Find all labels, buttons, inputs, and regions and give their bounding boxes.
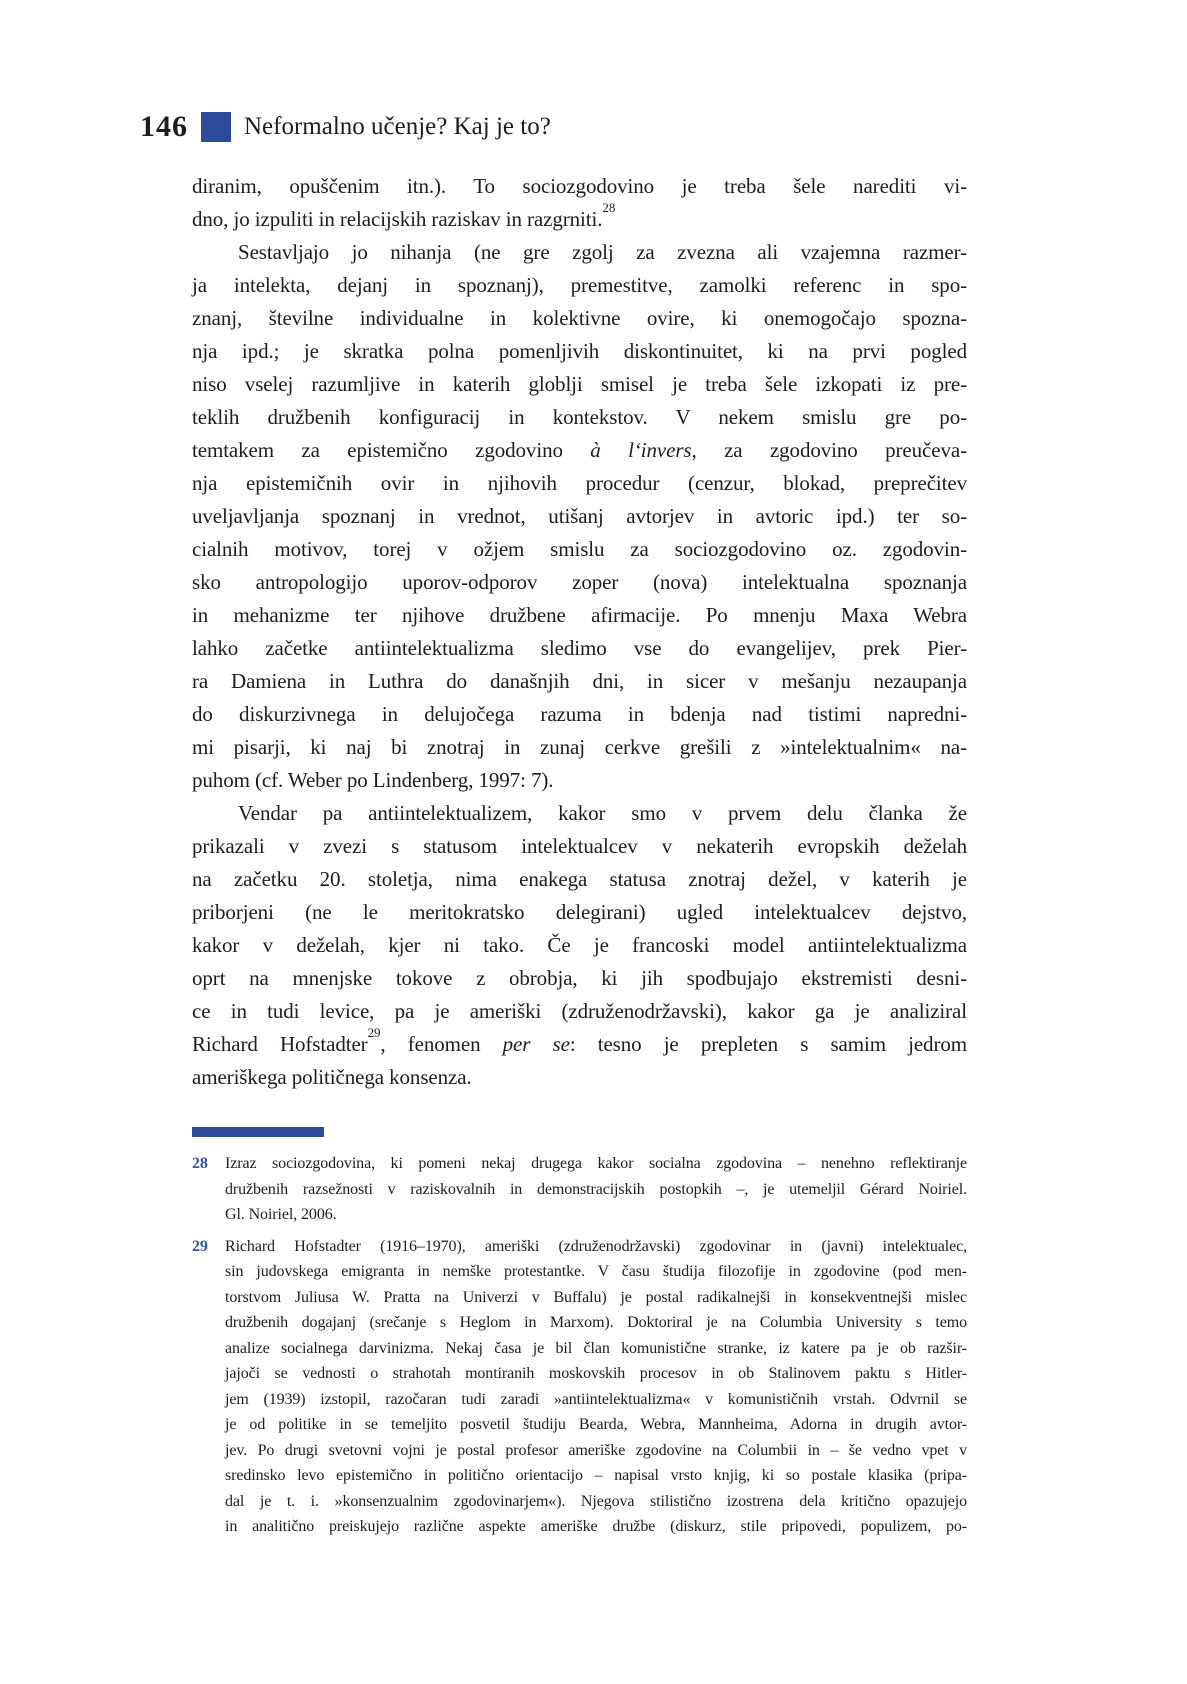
text-line: ce in tudi levice, pa je ameriški (združenodržavski), kakor ga je analiziral — [192, 999, 967, 1023]
text-line: ra Damiena in Luthra do današnjih dni, in sicer v mešanju nezaupanja — [192, 669, 967, 693]
text-line: dno, jo izpuliti in relacijskih raziskav in razgrniti.$^{28}$ — [192, 200, 616, 231]
text-line: cialnih motivov, torej v ožjem smislu za sociozgodovino oz. zgodovin- — [192, 537, 967, 561]
running-title: Neformalno učenje? Kaj je to? — [244, 113, 551, 140]
chapter-marker-square — [201, 112, 231, 142]
footnote-line: jajoči se vednosti o strahotah montiranih moskovskih procesov in ob Stalinovem paktu s Hitler- — [225, 1365, 967, 1382]
text-line: ja intelekta, dejanj in spoznanj), premestitve, zamolki referenc in spo- — [192, 273, 967, 297]
footnote-line: analize socialnega darvinizma. Nekaj časa je bil član komunistične stranke, iz katere pa je ob razšir- — [225, 1339, 967, 1357]
footnote-line: torstvom Juliusa W. Pratta na Univerzi v Buffalu) je postal radikalnejši in konsekventnejši mislec — [225, 1288, 967, 1306]
text-line: Richard Hofstadter$^{29}$, fenomen per se: tesno je prepleten s samim jedrom — [192, 1025, 967, 1056]
footnote — [192, 1151, 967, 1228]
text-line: lahko začetke antiintelektualizma sledimo vse do evangelijev, prek Pier- — [192, 636, 967, 660]
text-line: mi pisarji, ki naj bi znotraj in zunaj cerkve grešili z »intelektualnim« na- — [192, 735, 967, 759]
page-number: 146 — [140, 110, 188, 143]
footnote-number: 28 — [192, 1155, 208, 1172]
text-line: Vendar pa antiintelektualizem, kakor smo v prvem delu članka že — [238, 801, 967, 825]
footnote-line: jev. Po drugi svetovni vojni je postal profesor ameriške zgodovine na Columbii in – še vedno vpet v — [225, 1441, 967, 1459]
footnote-line: je od politike in se temeljito posvetil študiju Bearda, Webra, Mannheima, Adorna in drugih avtor- — [225, 1416, 967, 1433]
footnote-text — [225, 1151, 967, 1228]
text-line: nja epistemičnih ovir in njihovih procedur (cenzur, blokad, preprečitev — [192, 471, 967, 495]
text-line: niso vselej razumljive in katerih globlji smisel je treba šele izkopati iz pre- — [192, 372, 967, 396]
text-line: uveljavljanja spoznanj in vrednot, utišanj avtorjev in avtoric ipd.) ter so- — [192, 504, 967, 528]
footnote-line: sin judovskega emigranta in nemške protestantke. V času študija filozofije in zgodovine (pod men- — [225, 1263, 967, 1280]
footnote-line: družbenih razsežnosti v raziskovalnih in demonstracijskih postopkih –, je utemeljil Gérard Noiriel. — [225, 1180, 967, 1198]
footnote-line: sredinsko levo epistemično in politično orientacijo – napisal vrsto knjig, ki so postale klasika (pripa- — [225, 1467, 967, 1484]
text-line: teklih družbenih konfiguracij in kontekstov. V nekem smislu gre po- — [192, 405, 967, 429]
paragraph — [192, 797, 967, 1094]
text-line: ameriškega političnega konsenza. — [192, 1065, 472, 1089]
footnote-text — [225, 1234, 967, 1540]
text-line: znanj, številne individualne in kolektivne ovire, ki onemogočajo spozna- — [192, 306, 967, 330]
text-line: diranim, opuščenim itn.). To sociozgodovino je treba šele narediti vi- — [192, 174, 967, 198]
text-line: nja ipd.; je skratka polna pomenljivih diskontinuitet, ki na prvi pogled — [192, 339, 967, 363]
text-line: do diskurzivnega in delujočega razuma in bdenja nad tistimi napredni- — [192, 702, 967, 726]
footnote-line: Gl. Noiriel, 2006. — [225, 1206, 337, 1223]
paragraph — [192, 236, 967, 797]
text-line: Sestavljajo jo nihanja (ne gre zgolj za zvezna ali vzajemna razmer- — [238, 240, 967, 264]
text-line: priborjeni (ne le meritokratsko delegirani) ugled intelektualcev dejstvo, — [192, 900, 967, 924]
text-line: oprt na mnenjske tokove z obrobja, ki jih spodbujajo ekstremisti desni- — [192, 966, 967, 990]
footnote-reference: 29 — [367, 1025, 381, 1041]
footnote-line: družbenih dogajanj (srečanje s Heglom in Marxom). Doktoriral je na Columbia University s temo — [225, 1314, 967, 1331]
footnote-line: Richard Hofstadter (1916–1970), ameriški (združenodržavski) zgodovinar in (javni) intelektualec, — [225, 1237, 967, 1255]
text-line: in mehanizme ter njihove družbene afirmacije. Po mnenju Maxa Webra — [192, 603, 967, 627]
text-line: puhom (cf. Weber po Lindenberg, 1997: 7). — [192, 768, 554, 792]
text-line: sko antropologijo uporov-odporov zoper (nova) intelektualna spoznanja — [192, 570, 967, 594]
footnote-line: jem (1939) izstopil, razočaran tudi zaradi »antiintelektualizma« v komunističnih vrstah. Odvrnil se — [225, 1390, 967, 1408]
footnote — [192, 1234, 967, 1540]
page-header — [140, 110, 551, 144]
paragraph — [192, 170, 967, 236]
footnote-separator — [192, 1127, 324, 1137]
text-line: na začetku 20. stoletja, nima enakega statusa znotraj dežel, v katerih je — [192, 867, 967, 891]
text-line: prikazali v zvezi s statusom intelektualcev v nekaterih evropskih deželah — [192, 834, 967, 858]
footnote-line: dal je t. i. »konsenzualnim zgodovinarjem«). Njegova stilistično izostrena dela kritično opazujejo — [225, 1492, 967, 1510]
footnotes — [192, 1151, 967, 1546]
footnote-line: in analitično preiskujejo različne aspekte ameriške družbe (diskurz, stile pripovedi, populizem, po- — [225, 1518, 967, 1535]
footnote-number: 29 — [192, 1237, 208, 1255]
text-line: kakor v deželah, kjer ni tako. Če je francoski model antiintelektualizma — [192, 933, 967, 957]
footnote-reference: 28 — [602, 200, 616, 216]
footnote-line: Izraz sociozgodovina, ki pomeni nekaj drugega kakor socialna zgodovina – nenehno reflektiranje — [225, 1155, 967, 1172]
text-line: temtakem za epistemično zgodovino à l‘invers, za zgodovino preučeva- — [192, 438, 967, 462]
body-text — [192, 170, 967, 1094]
